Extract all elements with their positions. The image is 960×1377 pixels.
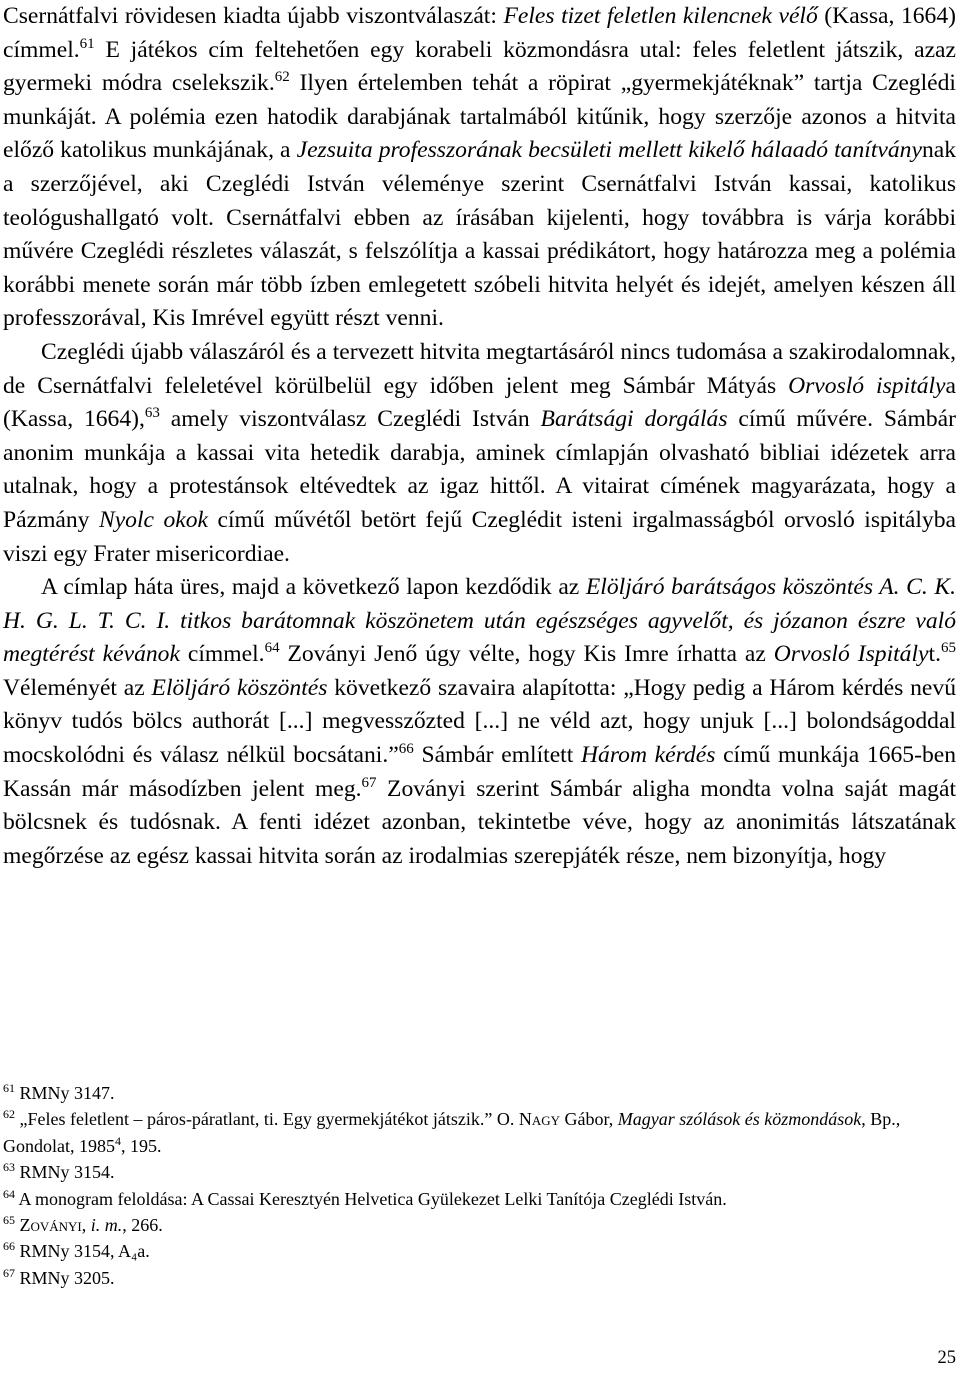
italic-text: Magyar szólások és közmondások: [617, 1109, 862, 1130]
text-run: (Kassa, 1664) címmel.: [3, 3, 956, 63]
text-run: Gábor,: [560, 1109, 618, 1130]
text-run: című művétől betört fejű Czeglédit isteni irgalmasságból orvosló ispitályba viszi egy Frater misericordiae.: [3, 506, 956, 567]
footnote-ref: 63: [144, 405, 160, 422]
footnote-63: [3, 1159, 956, 1185]
text-run: következő szavaira alapította: „Hogy pedig a Három kérdés nevű könyv tudós bölcs authorát [...] megvesszőzted [...] ne véld azt, hogy unjuk [...] bolondságoddal mocskolódni és válasz nélkül bocsátani.”: [3, 674, 956, 769]
paragraph-3: [3, 571, 956, 873]
text-run: Nagy: [518, 1109, 560, 1130]
document-page: [3, 0, 956, 873]
italic-text: Elöljáró barátságos köszöntés A. C. K. H. G. L. T. C. I. titkos barátomnak köszönetem után egészséges agyvelőt, és józanon észre való megtérést kévánok: [3, 574, 956, 668]
footnote-ref: 66: [398, 741, 414, 758]
footnote-ref: 4: [115, 1133, 121, 1148]
text-run: Zoványi: [19, 1215, 82, 1236]
page-number: 25: [937, 1348, 956, 1368]
text-run: Sámbár említett: [413, 742, 581, 769]
text-run: RMNy 3205.: [15, 1267, 115, 1288]
text-run: t.: [928, 641, 941, 668]
footnote-ref: 62: [3, 1107, 15, 1122]
footnote-ref: 65: [940, 640, 956, 657]
text-run: nak a szerzőjével, aki Czeglédi István véleménye szerint Csernátfalvi István kassai, katolikus teológushallgató volt. Csernátfalvi ebben az írásában kijelenti, hogy továbbra is várja korábbi művére Czeglédi részletes válaszát, s felszólítja a kassai prédikátort, hogy határozza meg a polémia korábbi menete során már több ízben emlegetett szóbeli hitvita helyét és idejét, amelyen készen áll professzorával, Kis Imrével együtt részt venni.: [3, 137, 957, 332]
text-run: Csernátfalvi rövidesen kiadta újabb viszontválaszát:: [3, 3, 504, 29]
text-run: Ilyen értelemben tehát a röpirat „gyermekjátéknak” tartja Czeglédi munkáját. A polémia ezen hatodik darabjának tartalmából kitűnik, hogy szerzője azonos a hitvita előző katolikus munkájának, a: [3, 70, 956, 164]
footnote-ref: 61: [79, 35, 95, 52]
text-run: „Feles feletlent – páros-páratlant, ti. Egy gyermekjátékot játszik.” O.: [15, 1109, 519, 1130]
paragraph-1: [3, 0, 956, 336]
italic-text: Orvosló ispitály: [788, 372, 946, 399]
text-run: , 195.: [121, 1135, 162, 1156]
footnote-64: [3, 1186, 956, 1212]
footnote-ref: 66: [3, 1239, 15, 1254]
italic-text: Feles tizet feletlen kilencnek vélő: [503, 3, 818, 29]
text-run: amely viszontválasz Czeglédi István: [159, 406, 541, 433]
italic-text: Orvosló Ispitály: [773, 641, 929, 668]
footnote-62: [3, 1106, 956, 1159]
text-run: A címlap háta üres, majd a következő lapon kezdődik az: [41, 574, 586, 601]
text-run: , 266.: [122, 1215, 163, 1236]
text-run: című munkája 1665-ben Kassán már másodízben jelent meg.: [3, 742, 957, 802]
footnote-ref: 67: [3, 1265, 15, 1280]
text-run: RMNy 3154.: [15, 1162, 115, 1183]
footnote-ref: 62: [274, 69, 290, 86]
italic-text: Barátsági dorgálás: [540, 406, 728, 433]
text-run: a (Kassa, 1664),: [3, 372, 956, 433]
italic-text: Elöljáró köszöntés: [151, 674, 328, 701]
text-run: RMNy 3147.: [15, 1083, 115, 1103]
text-run: , Bp., Gondolat, 1985: [3, 1109, 901, 1156]
text-run: címmel.: [179, 641, 265, 668]
paragraph-2: [3, 336, 956, 571]
footnote-66: [3, 1238, 956, 1264]
italic-text: Nyolc okok: [98, 506, 209, 533]
text-run: RMNy 3154, A₄a.: [15, 1241, 150, 1262]
text-run: Czeglédi újabb válaszáról és a tervezett hitvita megtartásáról nincs tudomása a szakirodalomnak, de Csernátfalvi feleletével körülbelül egy időben jelent meg Sámbár Mátyás: [3, 338, 956, 399]
footnote-67: [3, 1265, 956, 1291]
footnote-65: [3, 1212, 956, 1238]
footnote-61: [3, 1080, 956, 1106]
footnotes: [3, 1080, 956, 1291]
text-run: Zoványi szerint Sámbár aligha mondta volna saját magát bölcsnek és tudósnak. A fenti idézet azonban, tekintetbe véve, hogy az anonimitás látszatának megőrzése az egész kassai hitvita során az irodalmias szerepjáték része, nem bizonyítja, hogy: [3, 775, 956, 869]
italic-text: i. m.: [90, 1215, 123, 1236]
footnote-ref: 67: [361, 774, 377, 791]
body-text: [3, 0, 956, 873]
footnote-ref: 61: [3, 1081, 15, 1095]
text-run: E játékos cím feltehetően egy korabeli közmondásra utal: feles feletlent játszik, azaz gyermeki módra cselekszik.: [3, 36, 956, 97]
footnote-ref: 63: [3, 1160, 15, 1175]
footnote-ref: 64: [3, 1186, 15, 1201]
italic-text: Három kérdés: [581, 742, 716, 769]
text-run: A monogram feloldása: A Cassai Keresztyén Helvetica Gyülekezet Lelki Tanítója Czeglédi István.: [15, 1188, 727, 1209]
text-run: című művére. Sámbár anonim munkája a kassai vita hetedik darabja, aminek címlapján olvasható bibliai idézetek arra utalnak, hogy a protestánsok eltévedtek az igaz hittől. A vitairat címének magyarázata, hogy a Pázmány: [3, 406, 956, 533]
text-run: ,: [81, 1215, 91, 1236]
footnote-ref: 65: [3, 1213, 15, 1228]
footnote-ref: 64: [264, 640, 280, 657]
italic-text: Jezsuita professzorának becsületi mellett kikelő hálaadó tanítvány: [296, 137, 922, 164]
text-run: Zoványi Jenő úgy vélte, hogy Kis Imre írhatta az: [279, 641, 774, 668]
text-run: Véleményét az: [3, 674, 152, 701]
